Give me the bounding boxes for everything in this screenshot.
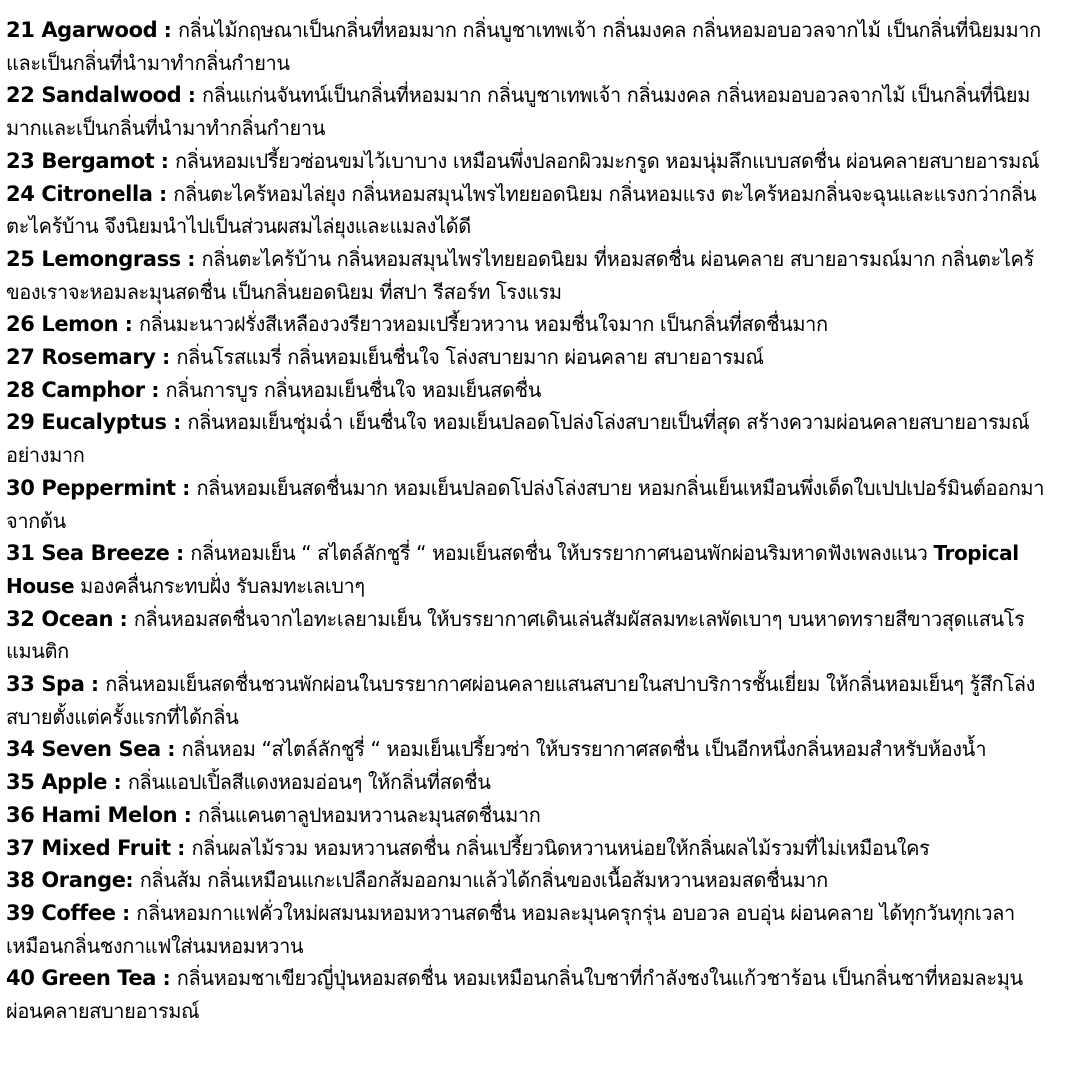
scent-separator: : <box>157 18 178 42</box>
scent-description: กลิ่นหอม “สไตล์ลักชูรี่ “ หอมเย็นเปรี้ยวซ่า ให้บรรยากาศสดชื่น เป็นอีกหนึ่งกลิ่นหอมสำหรับห้องน้ำ <box>181 737 987 762</box>
scent-description: กลิ่นส้ม กลิ่นเหมือนแกะเปลือกส้มออกมาแล้วได้กลิ่นของเนื้อส้มหวานหอมสดชื่นมาก <box>139 868 828 893</box>
scent-name: 39 Coffee <box>6 900 116 925</box>
scent-separator: : <box>175 475 197 500</box>
scent-description: กลิ่นโรสแมรี่ กลิ่นหอมเย็นชื่นใจ โล่งสบายมาก ผ่อนคลาย สบายอารมณ์ <box>176 345 764 370</box>
scent-item <box>6 668 1054 733</box>
scent-separator: : <box>160 737 182 762</box>
scent-name: 32 Ocean <box>6 606 113 631</box>
scent-separator: : <box>118 312 139 337</box>
scent-item <box>6 374 1054 407</box>
scent-item <box>6 766 1054 799</box>
scent-separator: : <box>152 181 174 206</box>
scent-separator: : <box>107 770 128 795</box>
scent-description: กลิ่นหอมเปรี้ยวซ่อนขมไว้เบาบาง เหมือนพึ่งปลอกผิวมะกรูด หอมนุ่มลึกแบบสดชื่น ผ่อนคลายสบายอารมณ์ <box>175 148 1040 173</box>
scent-item <box>6 864 1054 897</box>
scent-description-highlight: Tropical House <box>6 541 1019 598</box>
scent-description: กลิ่นหอมเย็นชุ่มฉ่ำ เย็นชื่นใจ หอมเย็นปลอดโปล่งโล่งสบายเป็นที่สุด สร้างความผ่อนคลายสบายอารมณ์อย่างมาก <box>6 410 1030 468</box>
scent-item <box>6 341 1054 374</box>
scent-description: กลิ่นหอมกาแฟคั่วใหม่ผสมนมหอมหวานสดชื่น หอมละมุนครุกรุ่น อบอวล อบอุ่น ผ่อนคลาย ได้ทุกวันทุกเวลาเหมือนกลิ่นชงกาแฟใส่นมหอมหวาน <box>6 900 1015 958</box>
scent-item <box>6 603 1054 668</box>
scent-separator: : <box>181 83 203 108</box>
scent-item <box>6 145 1054 178</box>
scent-name: 34 Seven Sea <box>6 737 161 762</box>
scent-item <box>6 178 1054 243</box>
scent-description: กลิ่นแคนตาลูปหอมหวานละมุนสดชื่นมาก <box>197 802 541 827</box>
scent-item <box>6 799 1054 832</box>
scent-name: 22 Sandalwood <box>6 83 182 108</box>
scent-separator: : <box>154 148 176 173</box>
scent-name: 23 Bergamot <box>6 148 155 173</box>
scent-name: 36 Hami Melon <box>6 802 178 827</box>
scent-separator: : <box>113 606 134 631</box>
scent-name: 33 Spa <box>6 672 85 697</box>
scent-description: กลิ่นการบูร กลิ่นหอมเย็นชื่นใจ หอมเย็นสดชื่น <box>165 377 541 402</box>
scent-name: 38 Orange <box>6 868 126 893</box>
scent-name: 21 Agarwood <box>6 18 158 42</box>
scent-separator: : <box>180 246 202 271</box>
scent-name: 24 Citronella <box>6 181 153 206</box>
scent-item <box>6 472 1054 537</box>
scent-description: กลิ่นตะไคร้บ้าน กลิ่นหอมสมุนไพรไทยยอดนิยม ที่หอมสดชื่น ผ่อนคลาย สบายอารมณ์มาก กลิ่นตะไคร้ของเราจะหอมละมุนสดชื่น เป็นกลิ่นยอดนิยม ที่สปา รีสอร์ท โรงแรม <box>6 246 1034 304</box>
scent-description: กลิ่นแอปเปิ้ลสีแดงหอมอ่อนๆ ให้กลิ่นที่สดชื่น <box>127 770 491 795</box>
scent-separator: : <box>84 672 106 697</box>
scent-separator: : <box>115 900 137 925</box>
scent-item <box>6 406 1054 471</box>
scent-name: 40 Green Tea <box>6 966 157 991</box>
scent-description: กลิ่นแก่นจันทน์เป็นกลิ่นที่หอมมาก กลิ่นบูชาเทพเจ้า กลิ่นมงคล กลิ่นหอมอบอวลจากไม้ เป็นกลิ่นที่นิยมมากและเป็นกลิ่นที่นำมาทำกลิ่นกำยาน <box>6 83 1030 141</box>
scent-separator: : <box>125 868 140 893</box>
scent-name: 35 Apple <box>6 770 108 795</box>
scent-name: 27 Rosemary <box>6 345 156 370</box>
scent-name: 31 Sea Breeze <box>6 541 170 566</box>
scent-item <box>6 832 1054 865</box>
scent-description: กลิ่นหอมชาเขียวญี่ปุ่นหอมสดชื่น หอมเหมือนกลิ่นใบชาที่กำลังชงในแก้วชาร้อน เป็นกลิ่นชาที่หอมละมุนผ่อนคลายสบายอารมณ์ <box>6 966 1023 1024</box>
scent-separator: : <box>155 345 177 370</box>
scent-name: 25 Lemongrass <box>6 246 181 271</box>
scent-description: กลิ่นหอมเย็นสดชื่นชวนพักผ่อนในบรรยากาศผ่อนคลายแสนสบายในสปาบริการชั้นเยี่ยม ให้กลิ่นหอมเย็นๆ รู้สึกโล่งสบายตั้งแต่ครั้งแรกที่ได้กลิ่น <box>6 672 1035 729</box>
scent-description: กลิ่นตะไคร้หอมไล่ยุง กลิ่นหอมสมุนไพรไทยยอดนิยม กลิ่นหอมแรง ตะไคร้หอมกลิ่นจะฉุนและแรงกว่ากลิ่นตะไคร้บ้าน จึงนิยมนำไปเป็นส่วนผสมไล่ยุงและแมลงได้ดี <box>6 181 1036 239</box>
scent-name: 37 Mixed Fruit <box>6 835 171 860</box>
scent-item <box>6 79 1054 144</box>
scent-item <box>6 243 1054 308</box>
scent-separator: : <box>156 966 177 991</box>
scent-item <box>6 733 1054 766</box>
scent-description: กลิ่นหอมเย็นสดชื่นมาก หอมเย็นปลอดโปล่งโล่งสบาย หอมกลิ่นเย็นเหมือนพึ่งเด็ดใบเปปเปอร์มินต์ออกมาจากต้น <box>6 475 1045 533</box>
scent-description: กลิ่นผลไม้รวม หอมหวานสดชื่น กลิ่นเปรี้ยวนิดหวานหน่อยให้กลิ่นผลไม้รวมที่ไม่เหมือนใคร <box>191 835 930 860</box>
scent-item <box>6 308 1054 341</box>
scent-name: 29 Eucalyptus <box>6 410 167 435</box>
scent-name: 26 Lemon <box>6 312 119 337</box>
scent-description: กลิ่นไม้กฤษณาเป็นกลิ่นที่หอมมาก กลิ่นบูชาเทพเจ้า กลิ่นมงคล กลิ่นหอมอบอวลจากไม้ เป็นกลิ่นที่นิยมมากและเป็นกลิ่นที่นำมาทำกลิ่นกำยาน <box>6 18 1041 75</box>
scent-separator: : <box>170 835 192 860</box>
scent-item <box>6 537 1054 602</box>
scent-description-continued: มองคลื่นกระทบฝั่ง รับลมทะเลเบาๆ <box>74 573 365 598</box>
scent-separator: : <box>166 410 188 435</box>
scent-item <box>6 897 1054 962</box>
scent-description: กลิ่นหอมเย็น “ สไตล์ลักชูรี่ “ หอมเย็นสดชื่น ให้บรรยากาศนอนพักผ่อนริมหาดฟังเพลงแนว <box>190 541 934 566</box>
scent-separator: : <box>177 802 198 827</box>
scent-separator: : <box>169 541 191 566</box>
scent-separator: : <box>144 377 166 402</box>
scent-description: กลิ่นหอมสดชื่นจากไอทะเลยามเย็น ให้บรรยากาศเดินเล่นสัมผัสลมทะเลพัดเบาๆ บนหาดทรายสีขาวสุดแสนโรแมนติก <box>6 606 1025 664</box>
scent-item <box>6 14 1054 79</box>
scent-description: กลิ่นมะนาวฝรั่งสีเหลืองวงรียาวหอมเปรี้ยวหวาน หอมชื่นใจมาก เป็นกลิ่นที่สดชื่นมาก <box>138 312 828 337</box>
scent-item <box>6 962 1054 1027</box>
scent-name: 30 Peppermint <box>6 475 176 500</box>
scent-name: 28 Camphor <box>6 377 145 402</box>
